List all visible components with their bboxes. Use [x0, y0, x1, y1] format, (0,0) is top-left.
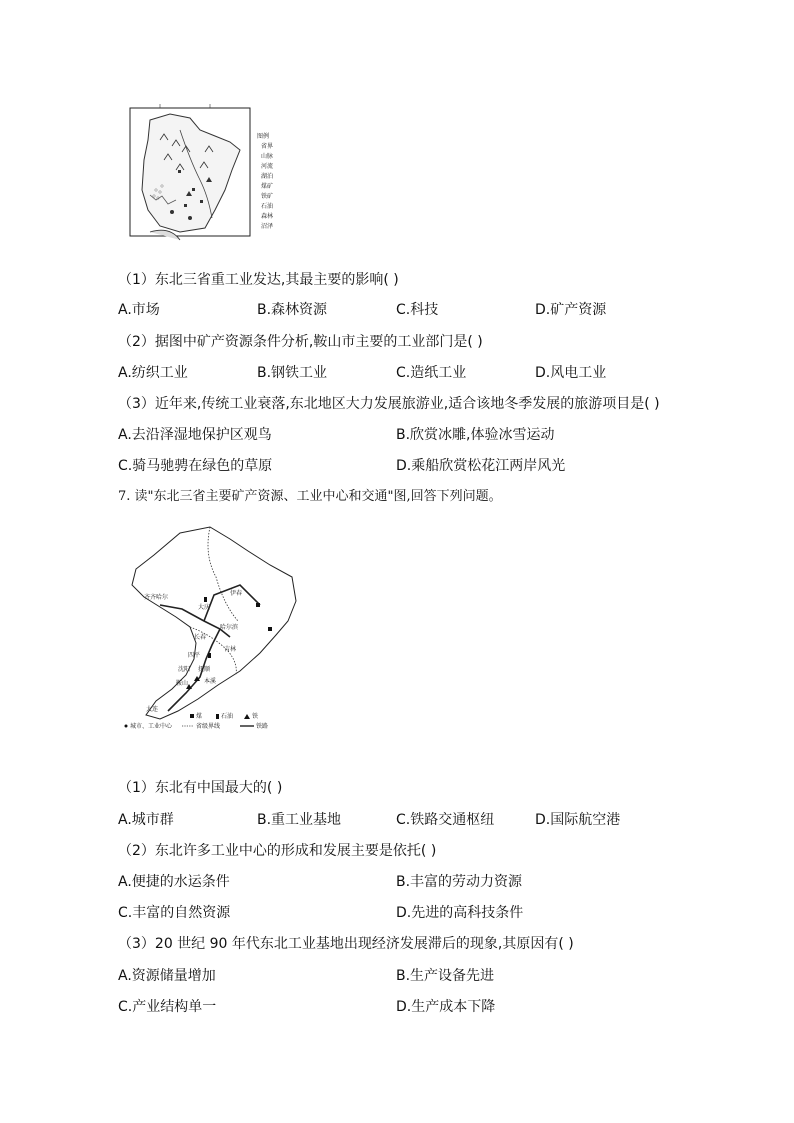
map1-legend-item: 湖泊: [261, 173, 274, 180]
q7-sub3-option-c[interactable]: C.产业结构单一: [118, 999, 217, 1015]
q6-sub2-option-b[interactable]: B.钢铁工业: [257, 365, 328, 381]
map2-legend-item: 煤: [196, 713, 203, 720]
map2-legend-item: 石油: [221, 713, 234, 720]
q7-sub1-stem: （1）东北有中国最大的( ): [118, 780, 283, 796]
map2-city-label: 大连: [146, 706, 159, 713]
q7-sub3-option-a[interactable]: A.资源储量增加: [118, 968, 216, 984]
map2-legend-item: 城市、工业中心: [130, 723, 173, 730]
northeast-industry-transport-map: [120, 525, 300, 735]
map2-city-label: 伊春: [230, 590, 243, 597]
q6-sub1-option-b[interactable]: B.森林资源: [257, 302, 328, 318]
map2-legend-item: 铁: [252, 713, 259, 720]
q6-sub1-option-a[interactable]: A.市场: [118, 302, 160, 318]
map1-legend-item: 森林: [261, 213, 274, 220]
q6-sub2-option-c[interactable]: C.造纸工业: [396, 365, 467, 381]
map2-city-label: 齐齐哈尔: [144, 594, 169, 601]
q7-sub1-option-b[interactable]: B.重工业基地: [257, 812, 342, 828]
map2-city-label: 鞍山: [176, 680, 189, 687]
q7-sub3-option-b[interactable]: B.生产设备先进: [396, 968, 495, 984]
map1-legend-item: 铁矿: [261, 193, 274, 200]
q7-sub2-option-a[interactable]: A.便捷的水运条件: [118, 874, 230, 890]
map2-city-label: 吉林: [224, 646, 237, 653]
map1-legend-item: 煤矿: [261, 183, 274, 190]
q6-sub3-option-c[interactable]: C.骑马驰骋在绿色的草原: [118, 458, 273, 474]
q7-sub2-option-b[interactable]: B.丰富的劳动力资源: [396, 874, 523, 890]
map1-legend-item: 石油: [261, 203, 274, 210]
q7-sub2-option-c[interactable]: C.丰富的自然资源: [118, 905, 231, 921]
q7-sub3-stem: （3）20 世纪 90 年代东北工业基地出现经济发展滞后的现象,其原因有( ): [118, 936, 574, 952]
q6-sub1-option-c[interactable]: C.科技: [396, 302, 439, 318]
map1-legend-title: 图例: [257, 133, 270, 140]
map2-city-label: 哈尔滨: [220, 624, 239, 631]
map2-legend-item: 省级界线: [196, 723, 221, 730]
q6-sub3-option-a[interactable]: A.去沿泽湿地保护区观鸟: [118, 427, 272, 443]
map1-legend-item: 河流: [261, 163, 274, 170]
northeast-resources-map: [120, 100, 274, 250]
q6-sub1-option-d[interactable]: D.矿产资源: [535, 302, 607, 318]
q6-sub3-option-d[interactable]: D.乘船欣赏松花江两岸风光: [396, 458, 566, 474]
map1-legend-item: 省界: [261, 143, 274, 150]
q7-sub1-option-a[interactable]: A.城市群: [118, 812, 174, 828]
q7-sub1-option-d[interactable]: D.国际航空港: [535, 812, 621, 828]
map2-city-label: 本溪: [204, 678, 217, 685]
q7-sub2-stem: （2）东北许多工业中心的形成和发展主要是依托( ): [118, 843, 437, 859]
map2-legend-item: 铁路: [256, 723, 269, 730]
map2-city-label: 大庆: [198, 604, 211, 611]
q7-stem: 7. 读"东北三省主要矿产资源、工业中心和交通"图,回答下列问题。: [118, 489, 502, 504]
map1-legend-item: 沼泽: [261, 223, 274, 230]
q7-sub2-option-d[interactable]: D.先进的高科技条件: [396, 905, 524, 921]
q6-sub2-stem: （2）据图中矿产资源条件分析,鞍山市主要的工业部门是( ): [118, 334, 483, 350]
q6-sub1-stem: （1）东北三省重工业发达,其最主要的影响( ): [118, 272, 399, 288]
q7-sub3-option-d[interactable]: D.生产成本下降: [396, 999, 496, 1015]
map2-city-label: 沈阳: [178, 666, 191, 673]
q6-sub2-option-d[interactable]: D.风电工业: [535, 365, 607, 381]
q6-sub3-option-b[interactable]: B.欣赏冰雕,体验冰雪运动: [396, 427, 555, 443]
q7-sub1-option-c[interactable]: C.铁路交通枢纽: [396, 812, 495, 828]
map2-city-label: 长春: [194, 634, 207, 641]
map2-city-label: 抚顺: [198, 666, 211, 673]
map1-legend-item: 山脉: [261, 153, 274, 160]
q6-sub3-stem: （3）近年来,传统工业衰落,东北地区大力发展旅游业,适合该地冬季发展的旅游项目是( ): [118, 396, 660, 412]
map2-city-label: 四平: [188, 652, 201, 659]
q6-sub2-option-a[interactable]: A.纺织工业: [118, 365, 188, 381]
